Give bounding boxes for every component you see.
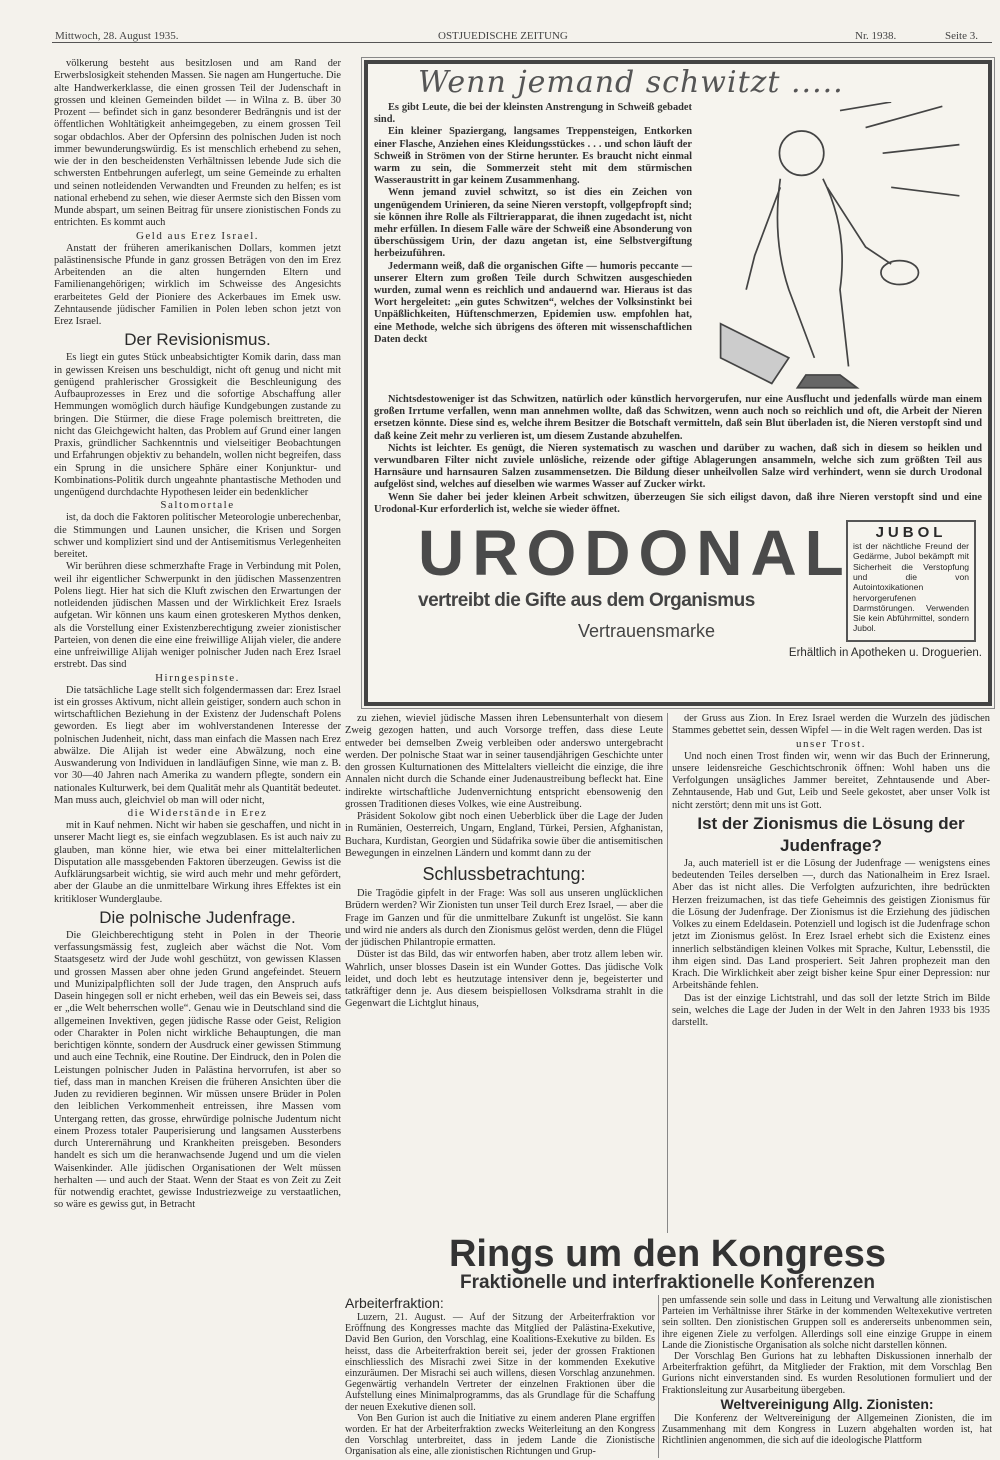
section-heading: Der Revisionismus.: [124, 330, 271, 350]
kongress-column-left: [345, 1295, 655, 1460]
ad-paragraph: Wenn Sie daher bei jeder kleinen Arbeit schwitzen, überzeugen Sie sich eiligst davon, daß ihre Nieren verstopft sind und eine Urodonal-Kur erforderlich ist, welche sie wieder öffnet.: [374, 491, 982, 515]
ad-slogan: vertreibt die Gifte aus dem Organismus: [418, 590, 755, 612]
paragraph: Anstatt der früheren amerikanischen Dollars, kommen jetzt palästinensische Pfunde in ganz grossen Beträgen von den im Erez Arbeitenden an die alten hungernden Eltern und Familienangehörigen; wirklich im Schweisse des Angesichts erarbeitetes Geld der Pioniere des Ackerbaues im Emek usw. Zehntausende jüdischer Familien in Polen leben schon jetzt von Erez Israel.: [54, 242, 341, 327]
paragraph: Von Ben Gurion ist auch die Initiative zu einem anderen Plane ergriffen worden. Er hat der Arbeiterfraktion zwecks Weiterleitung an den Kongress den Vorschlag unterbreitet, dass in jedem Lande die Zionistische Organisation als eine, alle zionistischen Richtungen und Grup-: [345, 1412, 655, 1458]
ad-paragraph: Wenn jemand zuviel schwitzt, so ist dies ein Zeichen von ungenügendem Urinieren, da seine Nieren verstopft, vollgepfropft sind; sie können ihre Rolle als Filtrierapparat, die ihnen zugedacht ist, nicht mehr erfüllen. In diesem Falle wäre der Schweiß eine Absonderung von überschüssigem Urin, der dazu angetan ist, eine Selbstvergiftung herbeizuführen.: [374, 187, 692, 260]
paragraph: Es liegt ein gutes Stück unbeabsichtigter Komik darin, dass man in gewissen Kreisen uns beschuldigt, nicht oft genug und nicht mit genügend prahlerischer Grossigkeit die Beschleunigung des Aufbauprozesses in Erez und die sofortige Abschaffung aller Hemmungen womöglich durch häufige Kundgebungen zustande zu bringen. Die Stürmer, die diese Frage polemisch breittreten, die nicht das Gleichgewicht halten, das Problem auf Grund einer langen Praxis, gründlicher Sachkenntnis und vielseitiger Beobachtungen und Erfahrungen objektiv zu behandeln, wollen nicht begreifen, dass ein Sprung in die unsichere Sphäre einer Konjunktur- und Kombinations-Politik durch ungeahnte phantastische Methoden und ungenügend durchdachte Hypothesen leider ein bedenklicher: [54, 352, 341, 498]
ad-paragraph: Es gibt Leute, die bei der kleinsten Anstrengung in Schweiß gebadet sind.: [374, 102, 692, 126]
subheading: Hirngespinste.: [155, 671, 240, 684]
paragraph: Die Tragödie gipfelt in der Frage: Was soll aus unseren unglücklichen Brüdern werden? Wir Zionisten tun unser Teil durch Erez Israel, — aber die Frage im Ganzen und für die unmittelbare Zukunft ist ungelöst. Sie kann und wird nie anders als durch den Zionismus gelöst werden, denn die Flügel der jüdischen Philantropie ermatten.: [345, 888, 663, 948]
subheading: Geld aus Erez Israel.: [135, 229, 260, 242]
header-page: Seite 3.: [945, 30, 978, 42]
paragraph: Der Vorschlag Ben Gurions hat zu lebhaften Diskussionen innerhalb der Arbeiterfraktion geführt, da Mitglieder der Fraktion, mit dem Vorschlag Ben Gurions nicht einverstanden sind. Es wurden Resolutionen formuliert und der Fraktionsleitung zur Ausarbeitung übergeben.: [662, 1351, 992, 1396]
paragraph: Und noch einen Trost finden wir, wenn wir das Buch der Erinnerung, unsere leidensreiche Geschichtschronik öffnen: Wohl haben uns die Verfolgungen unsägliches Jammer bereitet, Zehntausende und Aber-Zehntausende, Hab und Gut, Leib und Seele gekostet, aber unser Volk ist nicht zerstört; denn mit uns ist Gott.: [672, 750, 990, 811]
paragraph: Präsident Sokolow gibt noch einen Ueberblick über die Lage der Juden in Rumänien, Oesterreich, Ungarn, England, Türkei, Persien, Afghanistan, Buchara, Kurdistan, Georgien und Südafrika sowie über die antisemitischen Bewegungen in einzelnen Ländern und kommt dann zu der: [345, 811, 663, 859]
right-column: [672, 713, 990, 1233]
paragraph: der Gruss aus Zion. In Erez Israel werden die Wurzeln des jüdischen Stammes gebettet sein, dessen Wipfel — in die Welt ragen werden. Das ist: [672, 713, 990, 737]
paragraph: Die tatsächliche Lage stellt sich folgendermassen dar: Erez Israel ist ein grosses Aktivum, nicht allein geistiger, sondern auch schon in wirtschaftlichen Beziehung in der Existenz der Judenschaft Polens geworden. Es liegt aber im wohlverstandenen Interesse der polnischen Judenheit, nicht, dass man einfach die Massen nach Erez abwälze. Die Alijah ist weder eine Abwälzung, noch eine Auswanderung von Individuen in landläufigen Sinne, wie man z. B. vor 30—40 Jahren nach Amerika zu wandern pflegte, sondern ein nationales Kulturwerk, bei dem Qualität mehr als Quantität bedeutet. Man muss auch, gleichviel ob man will oder nicht,: [54, 684, 341, 806]
ad-top-row: [374, 102, 982, 392]
section-heading: Arbeiterfraktion:: [345, 1295, 444, 1311]
left-column: [54, 58, 341, 1458]
ad-brand-area: [374, 517, 982, 670]
ad-paragraph: Jedermann weiß, daß die organischen Gifte — humoris peccante — unserer Eltern zum großen Teile durch Schwitzen ausgeschieden wurden, zumal wenn es reichlich und andauernd war. Hieraus ist das Wort hergeleitet: „ein gutes Schwitzen“, welches der Volksinstinkt bei Unpäßlichkeiten, Hüftenschmerzen, Epidemien usw. empfohlen hat, eine Methode, welche sich übrigens des öfteren mit wissenschaftlichen Daten deckt: [374, 260, 692, 345]
ad-paragraph: Ein kleiner Spaziergang, langsames Treppensteigen, Entkorken einer Flasche, Anziehen eines Kleidungsstückes . . . und schon läuft der Schweiß in Strömen von der Stirne herunter. Es braucht nicht einmal warm zu sein, die Sommerzeit steht mit dem stürmischen Wasseraustritt in gar keinem Zusammenhang.: [374, 126, 692, 187]
headline: Rings um den Kongress: [448, 1233, 887, 1275]
paragraph: Die Konferenz der Weltvereinigung der Allgemeinen Zionisten, die im Zusammenhang mit dem Kongress in Luzern abgehalten worden ist, hat Richtlinien angenommen, die sich auf die ideologische Plattform: [662, 1412, 992, 1447]
paragraph: mit in Kauf nehmen. Nicht wir haben sie geschaffen, und nicht in unserer Macht liegt es, sie einfach wegzublasen. Es ist auch naiv zu glauben, man könne hier, wie etwa bei einer mittelalterlichen Disputation alle massgebenden Faktoren überzeugen. Gewiss ist die Aufklärungsarbeit wichtig, sie wird auch mehr und mehr gefördert, aber der Glaube an die unmittelbare Wirkung ihres Effektes ist ein kritikloser Wunderglaube.: [54, 820, 341, 905]
section-heading: Ist der Zionismus die Lösung der Judenfrage?: [697, 813, 965, 855]
paragraph: Ja, auch materiell ist er die Lösung der Judenfrage — wenigstens eines bedeutenden Teiles derselben —, durch das Nationalheim in Erez Israel. Aber das ist nicht alles. Die Verfolgten aufzurichten, ihre bedrückten Herzen freizumachen, ist das tiefe Geheimnis des geistigen Zionismus für die Lösung der Judenfrage. Der Zionismus ist die Erziehung des jüdischen Volkes zu einem Edeldasein. Potenziell und logisch ist die Judenfrage schon jetzt im Zionismus gelöst. In Erez Israel erhebt sich die Existenz eines innerlich selbständigen kleinen Volkes mit Sprache, Kultur, Lebensstil, die ihm eigen sind. Das Land prosperiert. Seit Jahren prophezeit man den Krach. Die Wirklichkeit aber zeigt bisher keine Spur einer Depression: nur Arbeitshände fehlen.: [672, 857, 990, 992]
header-title: OSTJUEDISCHE ZEITUNG: [438, 30, 568, 42]
subheading: Saltomortale: [160, 499, 235, 512]
paragraph: Düster ist das Bild, das wir entworfen haben, aber trotz allem leben wir. Wahrlich, unser blosses Dasein ist ein Wunder Gottes. Das jüdische Volk leidet, und doch lebt es heutzutage intensiver denn je, begeisterter und tatkräftiger denn je. Aus diesem beispiellosen Volksdrama strahlt in die Gegenwart die Lichtglut hinaus,: [345, 949, 663, 1010]
header-issue: Nr. 1938.: [855, 30, 897, 42]
paragraph: ist, da doch die Faktoren politischer Meteorologie unberechenbar, die Stimmungen und Launen unsicher, die Krisen und Sorgen schwer und kompliziert sind und der Antisemitismus Verlegenheiten bereitet.: [54, 512, 341, 560]
section-heading: Weltvereinigung Allg. Zionisten:: [720, 1395, 934, 1412]
paragraph: Luzern, 21. August. — Auf der Sitzung der Arbeiterfraktion vor Eröffnung des Kongresses machte das Mitglied der Palästina-Exekutive, David Ben Gurion, den Vorschlag, eine Koalitions-Exekutive zu bilden. Es heisst, dass die Arbeiterfraktion bereit sei, jeder der grossen Fraktionen einschliesslich des Misrachi zwei Sitze in der kommenden Exekutive einzuräumen. Der Misrachi sei auch willens, diesen Vorschlag anzunehmen. Gegenwärtig verhandeln Vertreter der einzelnen Fraktionen über die Aufstellung eines Minimalprogramms, das als Grundlage für die Schaffung der neuen Exekutive dienen soll.: [345, 1312, 655, 1413]
brand-logo: URODONAL: [418, 517, 852, 590]
middle-column: [345, 713, 663, 1233]
jubol-title: JUBOL: [875, 524, 947, 542]
header-date: Mittwoch, 28. August 1935.: [55, 30, 179, 42]
paragraph: zu ziehen, wieviel jüdische Massen ihren Lebensunterhalt von diesem Zweig gezogen hatten, und auch Vorsorge treffen, dass diese Leute entweder bei demselben Zweig verbleiben oder anderswo untergebracht werden. Der polnische Staat war in seiner tausendjährigen Geschichte unter den grossen Kulturnationen des Mittelalters vielleicht die einzige, die ihre Annalen nicht durch die Schande einer Judenaustreibung befleckt hat. Eine indirekte wirtschaftliche Judenvernichtung entspricht ebensowenig den grossen Traditionen dieses Volkes, wie eine Austreibung.: [345, 713, 663, 810]
section-heading: Schlussbetrachtung:: [422, 864, 586, 884]
paragraph: Wir berühren diese schmerzhafte Frage in Verbindung mit Polen, weil ihr eigentlicher Schwerpunkt in den jüdischen Massenzentren Polens liegt. Hier hat sich die Kluft zwischen den Erwartungen der notleidenden jüdischen Massen und der Wirklichkeit Erez Israels aufgetan. Wir können uns kaum einen groteskeren Mythos denken, als die Vorstellung einer Existenzberechtigung zweier zionistischer Parteien, von denen die eine eine freiwillige Alijah vieler, die andere eine unfreiwillige Alijah weniger polnischer Juden nach Erez Israel erstrebt. Das sind: [54, 561, 341, 671]
ad-text-top: [374, 102, 692, 346]
ad-paragraph: Nichts ist leichter. Es genügt, die Nieren systematisch zu waschen und darüber zu wachen, daß sich in diesem so heiklen und verwundbaren Filter nicht zuviele unlösliche, reizende oder giftige Ablagerungen ansammeln, welche sich zum größten Teil aus Harnsäure und harnsauren Salzen zusammensetzen. Die Bildung dieser unheilvollen Salze wird verhindert, wenn sie durch Urodonal aufgelöst sind, welches auf dieselben wie warmes Wasser auf Zucker wirkt.: [374, 442, 982, 491]
ad-trademark-text: Vertrauensmarke: [578, 621, 716, 642]
kongress-column-right: [662, 1295, 992, 1460]
ad-title: Wenn jemand schwitzt .....: [418, 65, 844, 100]
jubol-text: ist der nächtliche Freund der Gedärme, Jubol bekämpft mit Sicherheit die Verstopfung und die von Autointoxikationen hervorgerufenen Darmstörungen. Verwenden Sie kein Abführmittel, sondern Jubol.: [853, 541, 969, 634]
paragraph: Die Gleichberechtigung steht in Polen in der Theorie verfassungsmässig fest, zugleich aber wächst die Not. Vom Staatsgesetz wird der Jude wohl geschützt, von gewissen Klassen und grossen Massen aber ohne jeden Grund angefeindet. Steuern und Munizipalpflichten soll der Jude tragen, den Anspruch aufs Dasein hingegen soll er nicht erheben, weil das ein Beweis sei, dass er „die Welt beherrschen wolle“. Genau wie in Deutschland sind die allgemeinen Invektiven, gegen jüdische Rasse oder Geist, Religion oder Charakter in Polen nicht wirkliche Behauptungen, die man berichtigen könnte, sondern der Ausdruck einer gewissen Stimmung und auch eine Technik, eine Routine. Der Eindruck, den in Polen die Leistungen polnischer Juden in Palästina hervorrufen, ist aber so tief, dass man in manchen Kreisen die früheren Ansichten über die Juden zu revidieren beginnen. Wir müssen unsere Brüder in Polen den leiblichen Verkommenheit entreissen, ihre Massen vom Untergang retten, das grosse, ehrwürdige polnische Judentum nicht einem Prozess totaler Pauperisierung und langsamen Aussterbens durch Unterernährung und Krankheiten preisgeben. Besonders handelt es sich um die heranwachsende Jugend und um die vielen Waisenkinder. Alle jüdischen Organisationen der Welt müssen herhalten — und auch der Staat. Wenn der Staat es von Zeit zu Zeit für notwendig erachtet, gewisse Industriezweige zu verstaatlichen, so wäre es gewiss gut, in Betracht: [54, 929, 341, 1211]
kongress-headline: [345, 1235, 990, 1293]
availability-text: Erhältlich in Apotheken u. Droguerien.: [788, 647, 982, 660]
sub-headline: Fraktionelle und interfraktionelle Konferenzen: [460, 1272, 875, 1293]
subheading: unser Trost.: [796, 737, 866, 750]
subheading: die Widerstände in Erez: [127, 807, 268, 819]
sweating-man-illustration: [700, 102, 980, 392]
paragraph: pen umfassende sein solle und dass in Leitung und Verwaltung alle zionistischen Parteien im Verhältnisse ihrer Stärke in der kommenden Weltexekutive vertreten sein sollten. Den zionistischen Gruppen soll es andererseits unbenommen sein, ihre eigenen Ziele zu verfolgen. Allerdings soll eine einzige Gruppe in einem Lande die Zionistische Organisation als solche nicht darstellen können.: [662, 1295, 992, 1351]
urodonal-advertisement: [364, 60, 992, 706]
paragraph: völkerung besteht aus besitzlosen und am Rand der Erwerbslosigkeit stehenden Massen. Sie nagen am Hungertuche. Die alte Handwerkerklasse, die einen grossen Teil der Judenschaft in grossen und kleinen Gemeinden bildet — in Wilna z. B. über 30 Prozent — befindet sich in ganz besonderer Bedrängnis und ist der öffentlichen Wohltätigkeit anheimgegeben, zu einem grossen Teil sogar obdachlos. Aber der Opfersinn des polnischen Juden ist noch immer bewunderungswürdig. Es ist menschlich erhebend zu sehen, wie der in den bescheidensten Verhältnissen lebende Jude sich die schwersten Entbehrungen auferlegt, um seine Gemeinde zu erhalten und seinen notleidenden Verwandten und Freunden zu helfen; es ist national erhebend zu sehen, wie dieser Aermste sich den Bissen vom Munde abspart, um seinen Beitrag für unsere zionistischen Fonds zu entrichten. Es kommt auch: [54, 58, 341, 229]
column-divider: [667, 713, 668, 1233]
ad-paragraph: Nichtsdestoweniger ist das Schwitzen, natürlich oder künstlich hervorgerufen, nur eine Ausflucht und jedenfalls würde man einem großen Irrtume verfallen, wenn man annehmen wollte, daß das Schwitzen, wenn auch noch so reichlich und oft, die Arbeit der Nieren ersetzen könnte. Diese sind es, welche ihrem Besitzer die Botschaft vermitteln, daß sein Blut überladen ist, die Nieren verstopft sind und daß keine Zeit mehr zu verlieren ist, um diesem Zustande abzuhelfen.: [374, 394, 982, 442]
header-rule: [52, 42, 992, 43]
jubol-box: [846, 520, 976, 642]
ad-text-bottom: [374, 394, 982, 516]
paragraph: Das ist der einzige Lichtstrahl, und das soll der letzte Strich im Bilde sein, welches die Lage der Juden in der Welt in den Jahren 1933 bis 1935 darstellt.: [672, 992, 990, 1028]
section-heading: Die polnische Judenfrage.: [99, 907, 296, 927]
column-divider: [658, 1295, 659, 1458]
